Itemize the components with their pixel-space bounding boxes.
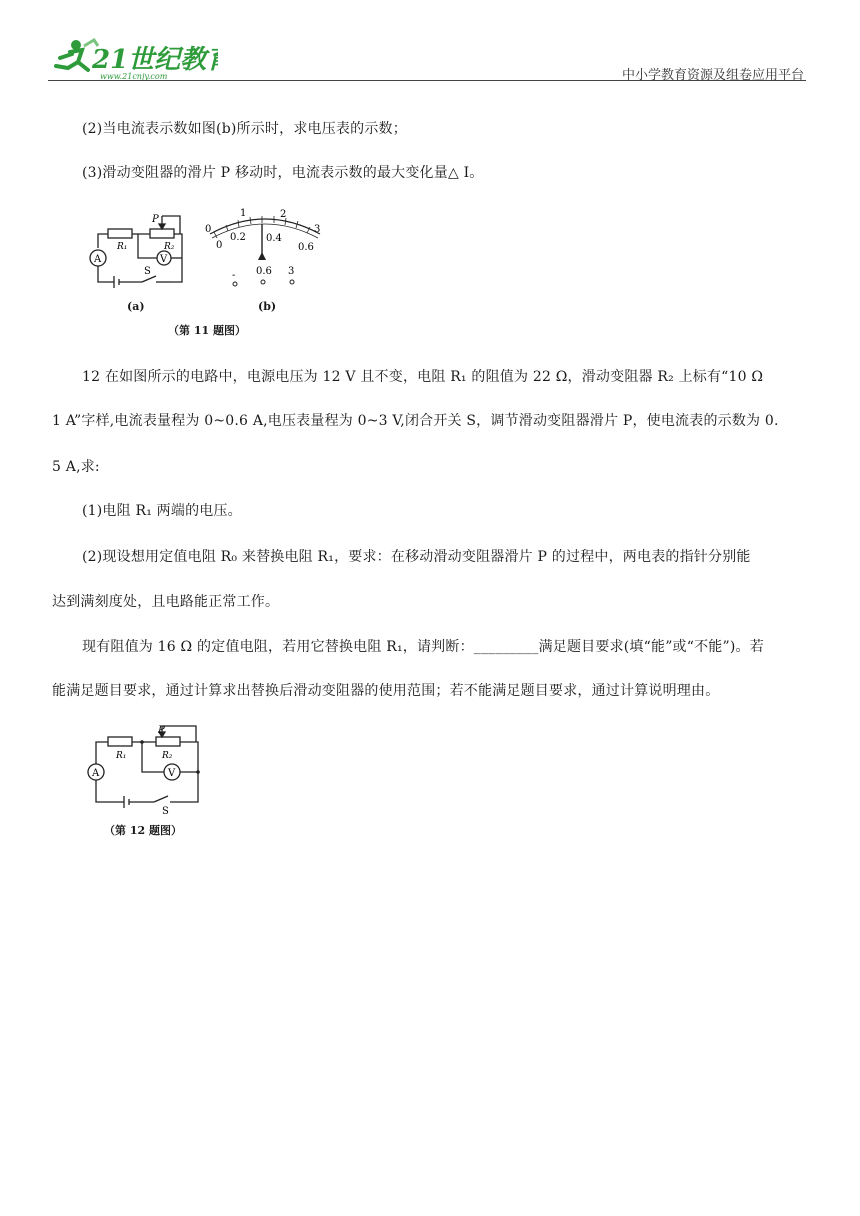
- q12-para-line2: 能满足题目要求，通过计算求出替换后滑动变阻器的使用范围；若不能满足题目要求，通过计算说明理由。: [52, 683, 720, 699]
- q11-part3: (3)滑动变阻器的滑片 P 移动时，电流表示数的最大变化量△ I。: [82, 165, 484, 181]
- fig12-caption: （第 12 题图）: [104, 824, 182, 837]
- page-header: [48, 36, 812, 84]
- switch-label: S: [144, 266, 151, 277]
- terminal-minus: -: [232, 270, 236, 281]
- q12-part1: (1)电阻 R₁ 两端的电压。: [82, 503, 242, 519]
- scale-bottom-0: 0: [216, 240, 223, 251]
- ammeter-label: A: [94, 254, 102, 265]
- fig12-r1-label: R₁: [116, 751, 127, 761]
- fig12-ammeter-label: A: [92, 768, 100, 779]
- scale-bottom-3: 0.6: [298, 242, 314, 253]
- scale-bottom-1: 0.2: [230, 232, 246, 243]
- fig11-caption: （第 11 题图）: [168, 324, 246, 337]
- q12-line2: 1 A”字样,电流表量程为 0~0.6 A,电压表量程为 0~3 V,闭合开关 S，调节滑动变阻器滑片 P，使电流表的示数为 0.: [52, 413, 779, 429]
- logo: [48, 36, 218, 82]
- scale-bottom-2: 0.4: [266, 233, 282, 244]
- scale-top-3: 3: [314, 224, 321, 235]
- q12-line3: 5 A,求:: [52, 459, 100, 475]
- ammeter-dial-figure: [200, 206, 330, 306]
- logo-url: www.21cnjy.com: [100, 72, 168, 81]
- runner-logo-icon: [48, 36, 218, 82]
- terminal-3: 3: [288, 266, 295, 277]
- fig12-voltmeter-label: V: [168, 768, 176, 779]
- r1-label: R₁: [117, 242, 128, 252]
- q12-part2-line2: 达到满刻度处，且电路能正常工作。: [52, 594, 280, 610]
- platform-name: 中小学教育资源及组卷应用平台: [621, 68, 804, 83]
- q11-part2: (2)当电流表示数如图(b)所示时，求电压表的示数；: [82, 121, 407, 137]
- r2-label: R₂: [164, 242, 175, 252]
- fig-b-label: (b): [258, 300, 277, 313]
- terminal-06: 0.6: [256, 266, 272, 277]
- scale-top-2: 2: [280, 209, 287, 220]
- fig-a-label: (a): [127, 300, 145, 313]
- fig12-p-label: P: [158, 725, 165, 736]
- fig12-switch-label: S: [162, 806, 169, 816]
- fig12-r2-label: R₂: [162, 751, 173, 761]
- p-label: P: [152, 214, 159, 225]
- q12-line1: 12 在如图所示的电路中，电源电压为 12 V 且不变，电阻 R₁ 的阻值为 22 Ω，滑动变阻器 R₂ 上标有“10 Ω: [82, 369, 764, 385]
- voltmeter-label: V: [160, 254, 168, 265]
- circuit-figure-12: [82, 720, 212, 816]
- q12-part2-line1: (2)现设想用定值电阻 R₀ 来替换电阻 R₁，要求：在移动滑动变阻器滑片 P 的过程中，两电表的指针分别能: [82, 549, 751, 565]
- logo-text: 21世纪教: [92, 45, 207, 75]
- q12-para-line1: 现有阻值为 16 Ω 的定值电阻，若用它替换电阻 R₁，请判断：_________满足题目要求(填“能”或“不能”)。若: [82, 639, 764, 655]
- scale-top-0: 0: [205, 224, 212, 235]
- header-rule: [48, 80, 806, 81]
- scale-top-1: 1: [240, 208, 247, 219]
